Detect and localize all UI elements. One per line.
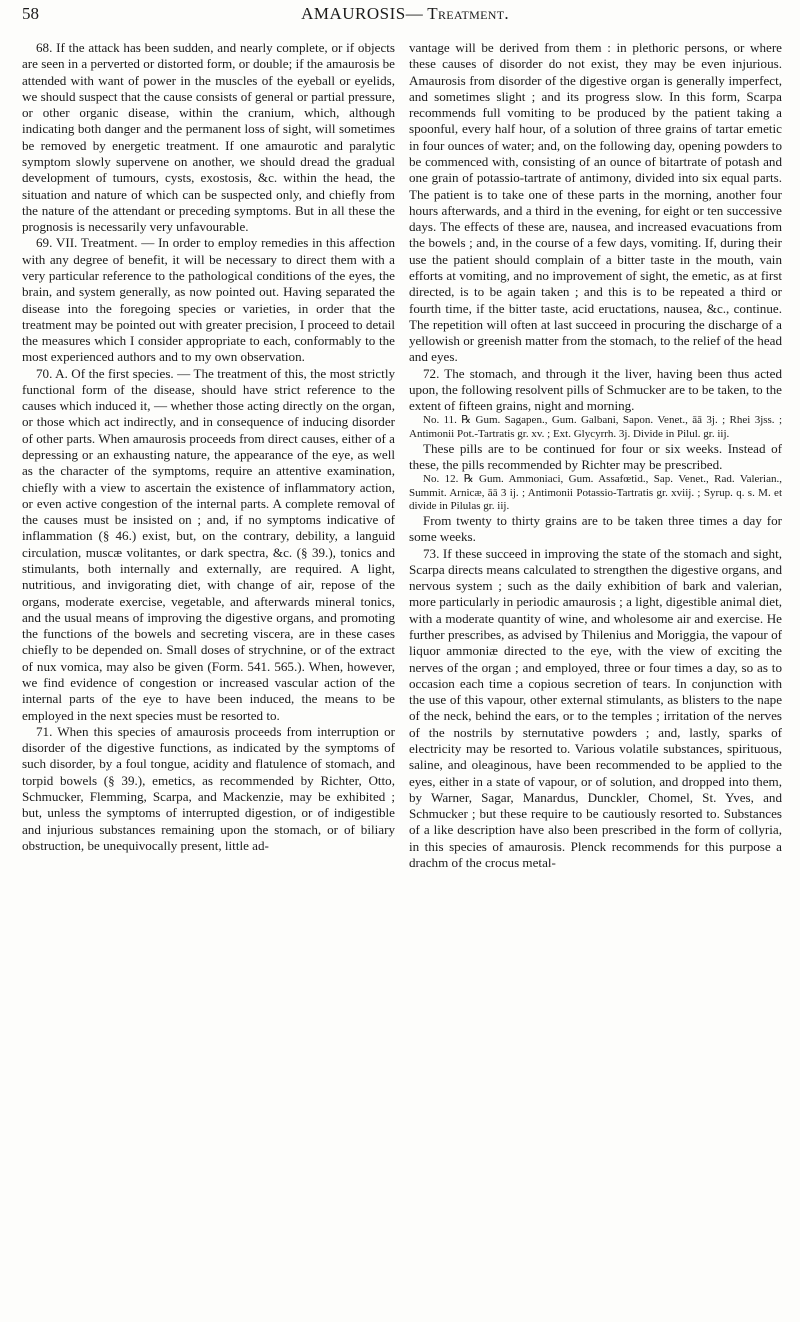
- paragraph-71-continued: vantage will be derived from them : in plethoric persons, or where these causes of disorder do not exist, they may be even injurious. Amaurosis from disorder of the digestive organ is generally imperfect, and sometimes slight ; and its progress slow. In this form, Scarpa recommends full vomiting to be produced by the patient taking a spoonful, every half hour, of a solution of three grains of tartar emetic in four ounces of water; and, on the following day, opening powders to be commenced with, consisting of an ounce of bitartrate of potash and one grain of potassio-tartrate of antimony, divided into six equal parts. The patient is to take one of these parts in the morning, another four hours afterwards, and a third in the evening, for eight or ten successive days. The effects of these are, nausea, and increased evacuations from the bowels ; and, in the course of a few days, vomiting. If, during their use the patient should complain of a bitter taste in the mouth, vain efforts at vomiting, and no improvement of sight, the emetic, as at first directed, is to be again taken ; and this is to be repeated a third or fourth time, if the bitter taste, acid eructations, nausea, &c., continue. The repetition will often at last succeed in procuring the discharge of a yellowish or greenish matter from the stomach, to the relief of the head and eyes.: [409, 40, 782, 365]
- prescription-11: No. 11. ℞ Gum. Sagapen., Gum. Galbani, Sapon. Venet., āā 3j. ; Rhei 3jss. ; Antimonii Pot.-Tartratis gr. xv. ; Ext. Glycyrrh. 3j. Divide in Pilul. gr. iij.: [409, 414, 782, 440]
- page-number: 58: [22, 4, 39, 23]
- paragraph-71: 71. When this species of amaurosis proceeds from interruption or disorder of the digestive functions, as indicated by the symptoms of such disorder, by a foul tongue, acidity and flatulence of stomach, and torpid bowels (§ 39.), emetics, as recommended by Richter, Otto, Schmucker, Flemming, Scarpa, and Mackenzie, may be exhibited ; but, unless the symptoms of interrupted digestion, or of indigestible and injurious substances remaining upon the stomach, or of biliary obstruction, be unequivocally present, little ad-: [22, 723, 395, 853]
- paragraph-72: 72. The stomach, and through it the liver, having been thus acted upon, the following resolvent pills of Schmucker are to be taken, to the extent of fifteen grains, night and morning.: [409, 365, 782, 414]
- running-header: [22, 0, 788, 40]
- right-column: [409, 40, 782, 871]
- paragraph-69: 69. VII. Treatment. — In order to employ remedies in this affection with any degree of benefit, it will be necessary to direct them with a very particular reference to the pathological conditions of the eyes, the brain, and system generally, as now pointed out. Having separated the disease into the foregoing species or varieties, in order that the treatment may be pointed out with greater precision, I proceed to detail the measures which I consider appropriate to each, conformably to the most experienced authors and to my own observation.: [22, 235, 395, 365]
- running-title: [22, 4, 788, 24]
- title-main: AMAUROSIS: [301, 4, 406, 23]
- paragraph-73: 73. If these succeed in improving the state of the stomach and sight, Scarpa directs means calculated to strengthen the digestive organs, and nervous system ; such as the daily exhibition of bark and valerian, more particularly in periodic amaurosis ; a light, digestible animal diet, with a moderate quantity of wine, and wholesome air and exercise. He further prescribes, as advised by Thilenius and Moriggia, the vapour of liquor ammoniæ directed to the eye, with the view of exciting the nerves of the organ ; and employed, three or four times a day, so as to occasion each time a copious secretion of tears. In conjunction with the use of this vapour, other external stimulants, as blisters to the nape of the neck, behind the ears, or to the temples ; irritation of the nerves of the nostrils by sternutative powders ; and, lastly, sparks of electricity may be resorted to. Various volatile substances, spirituous, saline, and oleaginous, have been recommended to be applied to the eyes, either in a state of vapour, or of solution, and dropped into them, by Warner, Sagar, Manardus, Dunckler, Chomel, St. Yves, and Schmucker ; but these require to be cautiously resorted to. Substances of a like description have also been prescribed in the form of collyria, in this species of amaurosis. Plenck recommends for this purpose a drachm of the crocus metal-: [409, 545, 782, 870]
- paragraph-70: 70. A. Of the first species. — The treatment of this, the most strictly functional form of the disease, should have strict reference to the causes which induced it, — whether those acting directly on the organ, or those which act indirectly, and in consequence of inducing disorder of other parts. When amaurosis proceeds from direct causes, either of a depressing or an exhausting nature, the appearance of the eye, as well as the character of the symptoms, require an attentive examination, chiefly with a view to ascertain the existence of inflammatory action, or even active congestion of the internal parts. A complete removal of the causes must be insisted on ; and, if no symptoms indicative of inflammation (§ 46.) exist, but, on the contrary, debility, a languid circulation, muscæ volitantes, or dark spectra, &c. (§ 39.), tonics and stimulants, both internally and externally, are required. A light, nutritious, and invigorating diet, with change of air, repose of the organs, moderate exercise, vegetable, and afterwards mineral tonics, and the usual means of improving the digestive organs, and promoting the functions of the bowels and secreting viscera, are in these cases chiefly to be depended on. Small doses of strychnine, or of the extract of nux vomica, may also be given (Form. 541. 565.). When, however, we find evidence of congestion or increased vascular action of the internal parts of the eye to have been induced, the means to be employed in the next species must be resorted to.: [22, 365, 395, 723]
- two-column-body: [22, 40, 788, 871]
- prescription-12: No. 12. ℞ Gum. Ammoniaci, Gum. Assafœtid., Sap. Venet., Rad. Valerian., Summit. Arnicæ, āā 3 ij. ; Antimonii Potassio-Tartratis gr. xviij. ; Syrup. q. s. M. et divide in Pilulas gr. iij.: [409, 473, 782, 512]
- paragraph-68: 68. If the attack has been sudden, and nearly complete, or if objects are seen in a perverted or distorted form, or double; if the amaurosis be attended with want of power in the muscles of the eyeball or eyelids, we should suspect that the cause consists of general or partial pressure, or other organic disease, within the cranium, which, although indicating both danger and the permanent loss of sight, will sometimes be removed by energetic treatment. If one amaurotic and paralytic symptom slowly supervene on another, we should dread the gradual development of tumours, cysts, exostosis, &c. within the head, the situation and nature of which can be suspected only, and chiefly from the nature of the attendant or preceding symptoms. But in all these the prognosis is necessarily very unfavourable.: [22, 40, 395, 235]
- title-sub: — Treatment.: [405, 4, 509, 23]
- paragraph-72-pills: These pills are to be continued for four or six weeks. Instead of these, the pills recommended by Richter may be prescribed.: [409, 440, 782, 473]
- paragraph-72-dose: From twenty to thirty grains are to be taken three times a day for some weeks.: [409, 513, 782, 545]
- left-column: [22, 40, 395, 871]
